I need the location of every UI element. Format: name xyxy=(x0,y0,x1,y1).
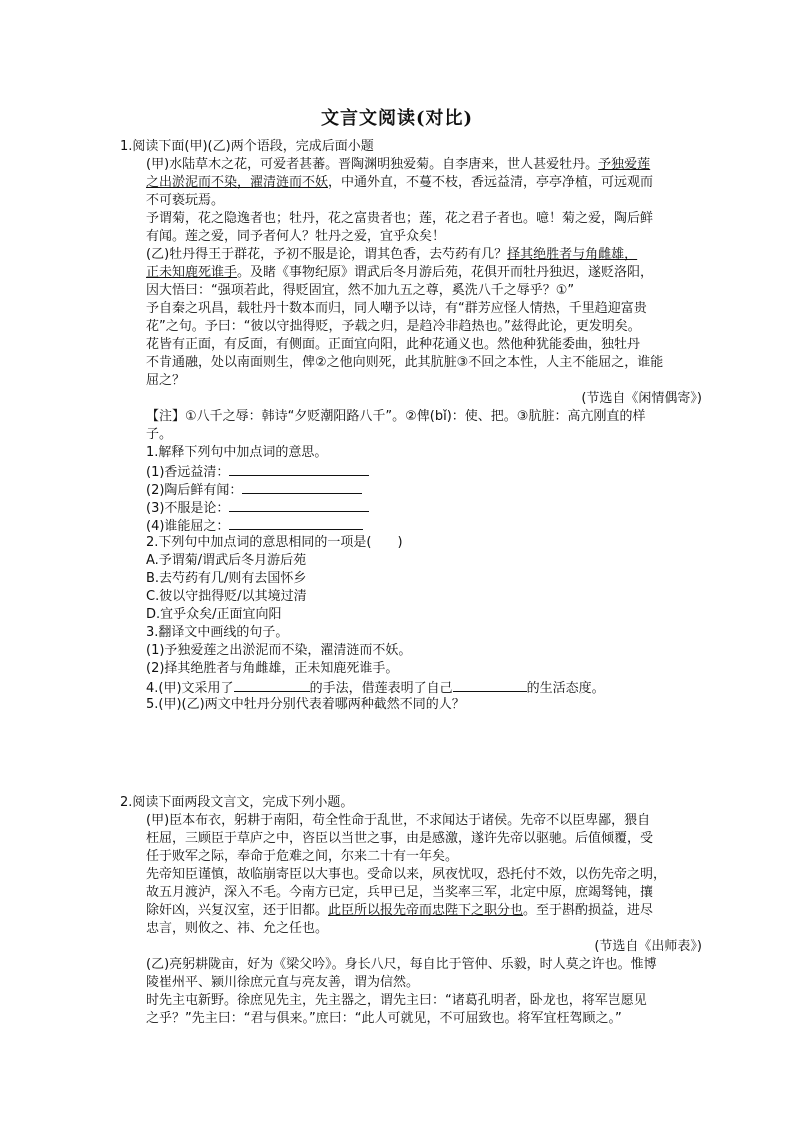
underlined-sentence: 此臣所以报先帝而忠陛下之职分也 xyxy=(328,903,524,918)
answer-blank[interactable] xyxy=(229,462,369,476)
sub-question-5: 5.(甲)(乙)两文中牡丹分别代表着哪两种截然不同的人？ xyxy=(146,697,465,712)
sub-question-item: (1)香远益清： xyxy=(146,462,706,482)
passage-1-yi-line: 正未知鹿死谁手。及睹《事物纪原》谓武后冬月游后苑，花俱开而牡丹独迟，遂贬洛阳， xyxy=(146,265,654,280)
page-title: 文言文阅读(对比) xyxy=(320,108,474,129)
passage-1-jia-line: (甲)水陆草木之花，可爱者甚蕃。晋陶渊明独爱菊。自李唐来，世人甚爱牡丹。予独爱莲 xyxy=(146,157,651,172)
annotation-note: 子。 xyxy=(146,427,173,442)
passage-2-jia-line: 先帝知臣谨慎，故临崩寄臣以大事也。受命以来，夙夜忧叹，恐托付不效，以伤先帝之明， xyxy=(146,867,667,882)
sub-question-item: (2)陶后鲜有闻： xyxy=(146,480,706,500)
passage-1-yi-line: 花皆有正面，有反面，有侧面。正面宜向阳，此种花通义也。然他种犹能委曲，独牡丹 xyxy=(146,337,641,352)
question-1-stem: 1.阅读下面(甲)(乙)两个语段，完成后面小题 xyxy=(120,139,374,154)
passage-1-yi-line: 予自秦之巩昌，载牡丹十数本而归，同人嘲予以诗，有“群芳应怪人情热，千里趋迎富贵 xyxy=(146,301,647,316)
passage-1-yi-line: 不肯通融，处以南面则生，俾②之他向则死，此其肮脏③不回之本性，人主不能屈之，谁能 xyxy=(146,355,664,370)
source-citation: (节选自《出师表》) xyxy=(594,939,702,954)
passage-2-yi-line: 陵崔州平、颍川徐庶元直与亮友善，谓为信然。 xyxy=(146,975,420,990)
source-citation: (节选自《闲情偶寄》) xyxy=(581,391,702,406)
passage-2-jia-line: 任于败军之际，奉命于危难之间，尔来二十有一年矣。 xyxy=(146,849,459,864)
underlined-sentence: 正未知鹿死谁手 xyxy=(146,265,238,280)
passage-2-jia-line: 忠言，则攸之、祎、允之任也。 xyxy=(146,921,329,936)
passage-1-jia-line: 不可亵玩焉。 xyxy=(146,193,225,208)
passage-2-jia-line: 故五月渡泸，深入不毛。今南方已定，兵甲已足，当奖率三军，北定中原，庶竭驽钝，攘 xyxy=(146,885,654,900)
answer-blank[interactable] xyxy=(229,516,363,530)
sub-question-3-stem: 3.翻译文中画线的句子。 xyxy=(146,625,289,640)
passage-1-yi-line: 花”之句。予曰：“彼以守拙得贬，予载之归，是趋冷非趋热也。”兹得此论，更发明矣。 xyxy=(146,319,641,334)
passage-2-yi-line: 时先主屯新野。徐庶见先主，先主器之，谓先主曰：“诸葛孔明者，卧龙也，将军岂愿见 xyxy=(146,993,647,1008)
passage-1-yi-line: 屈之？ xyxy=(146,373,186,388)
choice-option: C.彼以守拙得贬/以其境过清 xyxy=(146,589,307,604)
sub-question-item: (1)予独爱莲之出淤泥而不染，濯清涟而不妖。 xyxy=(146,643,412,658)
sub-question-item: (2)择其绝胜者与角雌雄，正未知鹿死谁手。 xyxy=(146,661,399,676)
question-2-stem: 2.阅读下面两段文言文，完成下列小题。 xyxy=(120,795,354,810)
sub-question-item: (3)不服是论： xyxy=(146,498,706,518)
passage-1-yi-line: (乙)牡丹得王于群花，予初不服是论，谓其色香，去芍药有几？择其绝胜者与角雌雄， xyxy=(146,247,638,262)
annotation-note: 【注】①八千之辱：韩诗“夕贬潮阳路八千”。②俾(bǐ)：使、把。③肮脏：高亢刚直的样 xyxy=(146,409,646,424)
sub-question-1-stem: 1.解释下列句中加点词的意思。 xyxy=(146,445,328,460)
choice-option: B.去芍药有几/则有去国怀乡 xyxy=(146,571,307,586)
sub-question-4: 4.(甲)文采用了 的手法，借莲表明了自己 的生活态度。 xyxy=(146,678,706,698)
passage-2-jia-line: 枉屈，三顾臣于草庐之中，咨臣以当世之事，由是感激，遂许先帝以驱驰。后值倾覆，受 xyxy=(146,831,654,846)
underlined-sentence: 之出淤泥而不染，濯清涟而不妖 xyxy=(146,175,329,190)
passage-1-yi-line: 因大悟曰：“强项若此，得贬固宜，然不加九五之尊，奚洗八千之辱乎？①” xyxy=(146,283,575,298)
sub-question-item: (4)谁能屈之： xyxy=(146,516,706,536)
answer-blank[interactable] xyxy=(453,678,527,692)
underlined-sentence: 择其绝胜者与角雌雄， xyxy=(507,247,638,262)
choice-option: A.予谓菊/谓武后冬月游后苑 xyxy=(146,553,307,568)
underlined-sentence: 予独爱莲 xyxy=(598,157,651,172)
passage-2-yi-line: 之乎？”先主曰：“君与俱来。”庶曰：“此人可就见，不可屈致也。将军宜枉驾顾之。” xyxy=(146,1011,622,1026)
passage-2-jia-line: (甲)臣本布衣，躬耕于南阳，苟全性命于乱世，不求闻达于诸侯。先帝不以臣卑鄙，猥自 xyxy=(146,813,651,828)
answer-blank[interactable] xyxy=(234,678,310,692)
passage-1-jia-line: 有闻。莲之爱，同予者何人？牡丹之爱，宜乎众矣！ xyxy=(146,229,446,244)
answer-blank[interactable] xyxy=(242,480,362,494)
passage-1-jia-line: 之出淤泥而不染，濯清涟而不妖，中通外直，不蔓不枝，香远益清，亭亭净植，可远观而 xyxy=(146,175,654,190)
choice-option: D.宜乎众矣/正面宜向阳 xyxy=(146,607,282,622)
passage-2-jia-line: 除奸凶，兴复汉室，还于旧都。此臣所以报先帝而忠陛下之职分也。至于斟酌损益，进尽 xyxy=(146,903,654,918)
answer-blank[interactable] xyxy=(229,498,369,512)
passage-2-yi-line: (乙)亮躬耕陇亩，好为《梁父吟》。身长八尺，每自比于管仲、乐毅，时人莫之许也。惟博 xyxy=(146,957,657,972)
passage-1-jia-line: 予谓菊，花之隐逸者也；牡丹，花之富贵者也；莲，花之君子者也。噫！菊之爱，陶后鲜 xyxy=(146,211,654,226)
sub-question-2-stem: 2.下列句中加点词的意思相同的一项是( ) xyxy=(146,535,403,550)
